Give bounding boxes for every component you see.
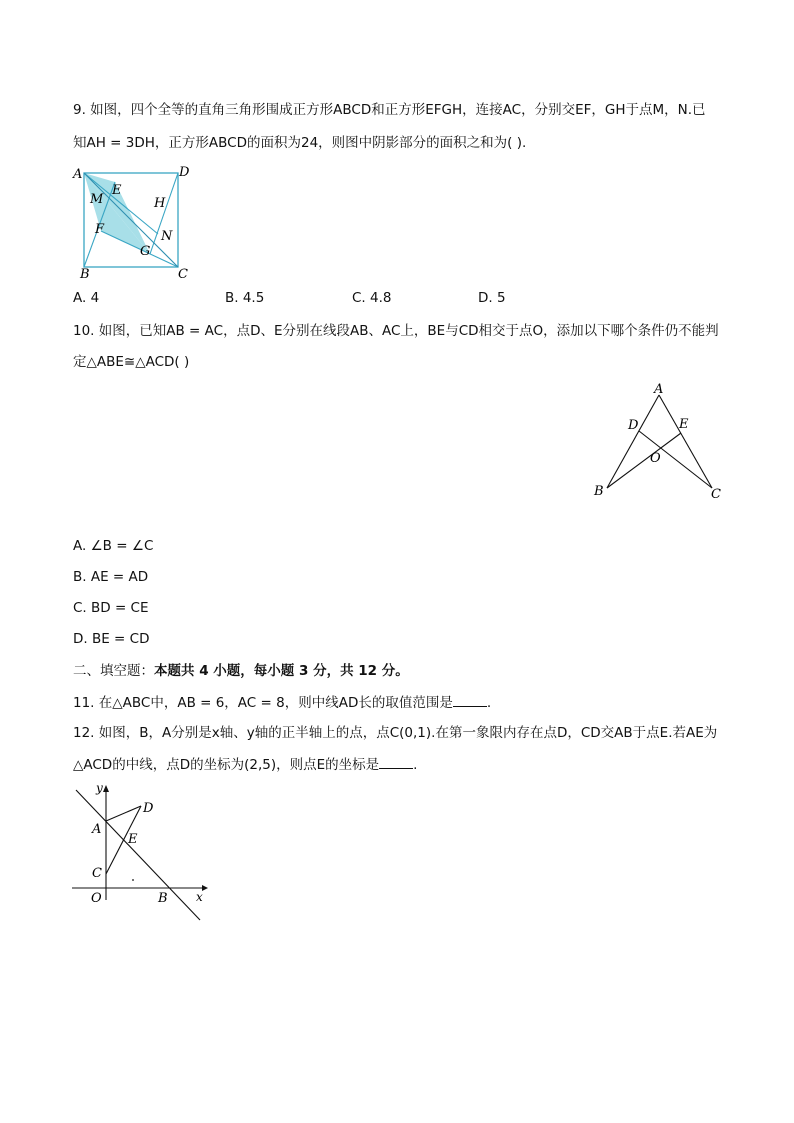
q9-line2: 知AH = 3DH，正方形ABCD的面积为24，则图中阴影部分的面积之和为( ).: [73, 135, 527, 151]
q10-figure: [590, 380, 730, 505]
q12-label-y: y: [96, 781, 103, 795]
q9-figure: [70, 160, 200, 280]
q9-label-m: M: [90, 192, 104, 207]
q12-label-b: B: [158, 891, 168, 906]
q12-stray-dot: [132, 879, 134, 881]
q10-label-c: C: [711, 487, 721, 502]
q9-label-e: E: [112, 183, 122, 198]
q10-label-e: E: [679, 417, 689, 432]
q9-label-b: B: [80, 267, 90, 280]
q9-label-g: G: [140, 244, 151, 259]
q12-end: .: [413, 757, 418, 773]
q9-line1: 9. 如图，四个全等的直角三角形围成正方形ABCD和正方形EFGH，连接AC，分别交EF，GH于点M，N.已: [73, 102, 706, 118]
q12-label-d: D: [143, 801, 154, 816]
q10-label-b: B: [594, 484, 604, 499]
q9-option-b[interactable]: B. 4.5: [225, 290, 265, 306]
q12-x-arrow: [202, 885, 208, 891]
q10-label-d: D: [628, 418, 639, 433]
q10-segment-be: [607, 433, 681, 488]
q12-label-a: A: [92, 822, 102, 837]
q9-label-n: N: [161, 229, 173, 244]
q9-option-a[interactable]: A. 4: [73, 290, 100, 306]
q11-line: [73, 692, 491, 713]
q12-y-arrow: [103, 785, 109, 792]
q9-option-d[interactable]: D. 5: [478, 290, 506, 306]
q10-label-a: A: [654, 382, 664, 397]
q10-line1: 10. 如图，已知AB = AC，点D、E分别在线段AB、AC上，BE与CD相交于点O，添加以下哪个条件仍不能判: [73, 323, 719, 339]
q10-option-a[interactable]: A. ∠B = ∠C: [73, 538, 154, 554]
section-heading-detail: 本题共 4 小题，每小题 3 分，共 12 分。: [154, 663, 409, 679]
q12-line2: [73, 754, 417, 775]
q10-option-d[interactable]: D. BE = CD: [73, 631, 150, 647]
section-heading-prefix: 二、填空题：: [73, 663, 154, 679]
q9-label-d: D: [179, 165, 190, 180]
q11-end: .: [486, 695, 492, 711]
q12-label-e: E: [128, 832, 138, 847]
q9-label-c: C: [178, 267, 188, 280]
section-heading: [73, 661, 409, 681]
q10-side-ac: [659, 395, 712, 488]
q10-label-o: O: [650, 451, 661, 466]
q12-label-c: C: [92, 866, 102, 881]
q10-line2: 定△ABE≅△ACD( ): [73, 354, 190, 370]
q11-answer-blank[interactable]: [453, 692, 487, 707]
q12-line2-text: △ACD的中线，点D的坐标为(2,5)，则点E的坐标是: [73, 757, 380, 773]
q10-side-ab: [607, 395, 659, 488]
q12-label-x: x: [196, 890, 203, 904]
q9-label-a: A: [73, 167, 83, 182]
q12-segment-ad: [106, 806, 141, 821]
q9-label-f: F: [95, 222, 105, 237]
q10-option-b[interactable]: B. AE = AD: [73, 569, 149, 585]
q12-line1: 12. 如图，B，A分别是x轴、y轴的正半轴上的点，点C(0,1).在第一象限内存在点D，CD交AB于点E.若AE为: [73, 725, 718, 741]
q12-figure: [68, 780, 218, 930]
q9-label-h: H: [154, 196, 166, 211]
q12-label-o: O: [91, 891, 102, 906]
q12-answer-blank[interactable]: [379, 754, 413, 769]
q10-option-c[interactable]: C. BD = CE: [73, 600, 149, 616]
q11-text: 11. 在△ABC中，AB = 6，AC = 8，则中线AD长的取值范围是: [73, 695, 453, 711]
q9-option-c[interactable]: C. 4.8: [352, 290, 392, 306]
